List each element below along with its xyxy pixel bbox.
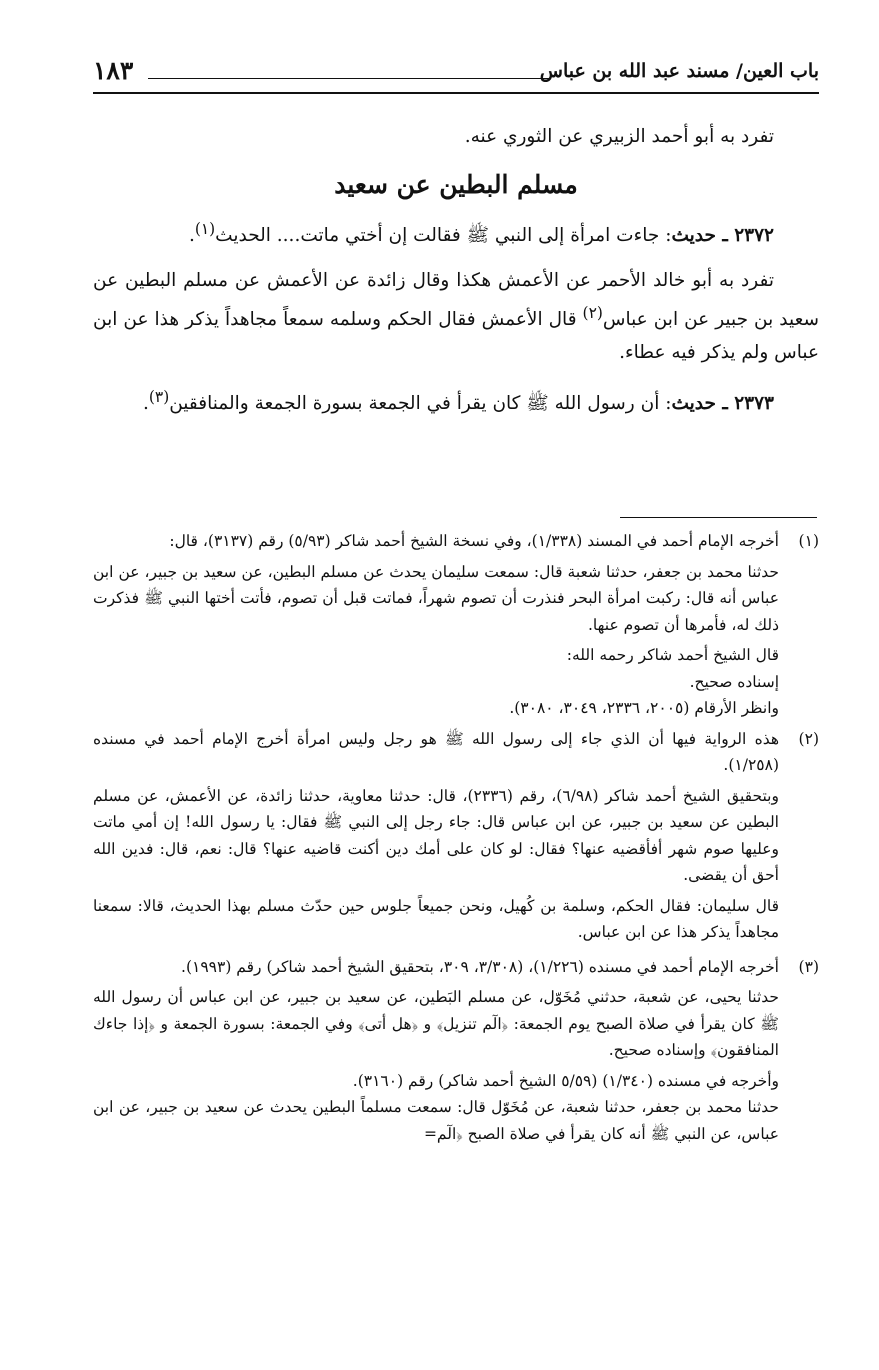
main-text (93, 120, 819, 432)
footnote-paragraph: وبتحقيق الشيخ أحمد شاكر (٦/٩٨)، رقم (٢٣٣٦)، قال: حدثنا معاوية، حدثنا زائدة، عن الأعمش، عن مسلم البطين عن سعيد بن جبير، عن ابن عباس قال: جاء رجل إلى النبي ﷺ فقال: يا رسول الله! إن أمي ماتت وعليها صوم شهر أفأقضيه عنها؟ فقال: لو كان على أمك دين أكنت قاضيه عنها؟ قال: نعم، قال: فدين الله أحق أن يقضى. (93, 786, 779, 884)
hadith-text: : أن رسول الله ﷺ كان يقرأ في الجمعة بسورة الجمعة والمنافقين (169, 393, 672, 415)
footnote-line: إسناده صحيح. (689, 672, 779, 691)
footnote-lead: أخرجه الإمام أحمد في المسند (١/٣٣٨)، وفي نسخة الشيخ أحمد شاكر (٥/٩٣) رقم (٣١٣٧)، قال: (169, 532, 779, 550)
footnote-label: (٣) (798, 957, 819, 976)
footnotes (93, 528, 819, 1155)
footnote-paragraph: قال سليمان: فقال الحكم، وسلمة بن كُهيل، ونحن جميعاً جلوس حين حدّث مسلم بهذا الحديث، قالا: سمعنا مجاهداً يذكر هذا عن ابن عباس. (93, 896, 779, 941)
page-number: ١٨٣ (93, 56, 134, 85)
commentary-2372 (93, 264, 819, 369)
commentary-text-a: تفرد به أبو خالد الأحمر عن الأعمش هكذا وقال زائدة عن الأعمش عن مسلم البطين عن سعيد بن جبير عن ابن عباس (93, 270, 819, 331)
footnote-ref-3[interactable]: (٣) (148, 388, 170, 407)
header-title: باب العين/ مسند عبد الله بن عباس (539, 60, 819, 82)
footnote-2 (93, 726, 819, 950)
hadith-2372: ٢٣٧٢ ـ حديث: جاءت امرأة إلى النبي ﷺ فقالت إن أختي ماتت.... الحديث$^{(١)}$. (188, 220, 774, 247)
footnote-label: (١) (798, 532, 819, 550)
footnote-3 (93, 954, 819, 1152)
header-rule (93, 92, 819, 94)
footnote-ref-1[interactable]: (١) (194, 220, 216, 238)
intro-line: تفرد به أبو أحمد الزبيري عن الثوري عنه. (464, 126, 774, 147)
commentary-text-b: قال الأعمش فقال الحكم وسلمه سمعاً مجاهداً يذكر هذا عن ابن عباس ولم يذكر فيه عطاء. (93, 309, 819, 364)
hadith-2373: ٢٣٧٣ ـ حديث: أن رسول الله ﷺ كان يقرأ في الجمعة بسورة الجمعة والمنافقين$^{(٣)}$. (143, 388, 774, 415)
footnote-separator (620, 517, 817, 518)
footnote-paragraph: حدثنا محمد بن جعفر، حدثنا شعبة قال: سمعت سليمان يحدث عن مسلم البطين، عن سعيد بن جبير، عن ابن عباس أنه قال: ركبت امرأة البحر فنذرت أن تصوم شهراً، فماتت قبل أن تصوم، فأتت أختها النبي ﷺ فذكرت ذلك له، فأمرها أن تصوم عنها. (93, 562, 779, 634)
hadith-number: ٢٣٧٣ (734, 393, 774, 415)
footnote-paragraph: حدثنا يحيى، عن شعبة، حدثني مُخَوّل، عن مسلم البَطين، عن سعيد بن جبير، عن ابن عباس أن رسول الله ﷺ كان يقرأ في صلاة الصبح يوم الجمعة: ﴿الٓم تنزيل﴾ و ﴿هل أتى﴾ وفي الجمعة: بسورة الجمعة و ﴿إذا جاءك المنافقون﴾ وإسناده صحيح. (93, 988, 779, 1059)
footnote-paragraph: حدثنا محمد بن جعفر، حدثنا شعبة، عن مُخَوّل قال: سمعت مسلماً البطين يحدث عن سعيد بن جبير، عن ابن عباس، عن النبي ﷺ أنه كان يقرأ في صلاة الصبح ﴿الٓم= (93, 1098, 779, 1143)
hadith-label: حديث (671, 393, 716, 415)
hadith-label: حديث (671, 225, 716, 247)
footnote-line: قال الشيخ أحمد شاكر رحمه الله: (566, 646, 779, 664)
footnote-label: (٢) (798, 729, 819, 748)
running-header (93, 56, 819, 94)
hadith-text: : جاءت امرأة إلى النبي ﷺ فقالت إن أختي ماتت.... الحديث (215, 225, 672, 247)
header-dash-line (148, 78, 549, 79)
footnote-line: وأخرجه في مسنده (١/٣٤٠) (٥/٥٩ الشيخ أحمد شاكر) رقم (٣١٦٠). (352, 1071, 779, 1090)
footnote-line: وانظر الأرقام (٢٠٠٥، ٢٣٣٦، ٣٠٤٩، ٣٠٨٠). (509, 699, 779, 717)
footnote-lead: هذه الرواية فيها أن الذي جاء إلى رسول الله ﷺ هو رجل وليس امرأة أخرج الإمام أحمد في مسنده (١/٢٥٨). (93, 729, 779, 774)
footnote-ref-2[interactable]: (٢) (582, 304, 603, 323)
footnote-1 (93, 528, 819, 722)
hadith-number: ٢٣٧٢ (734, 225, 774, 247)
footnote-lead: أخرجه الإمام أحمد في مسنده (١/٢٢٦)، (٣/٣٠٨، ٣٠٩، بتحقيق الشيخ أحمد شاكر) رقم (١٩٩٣). (181, 957, 779, 976)
section-heading: مسلم البطين عن سعيد (334, 170, 578, 199)
